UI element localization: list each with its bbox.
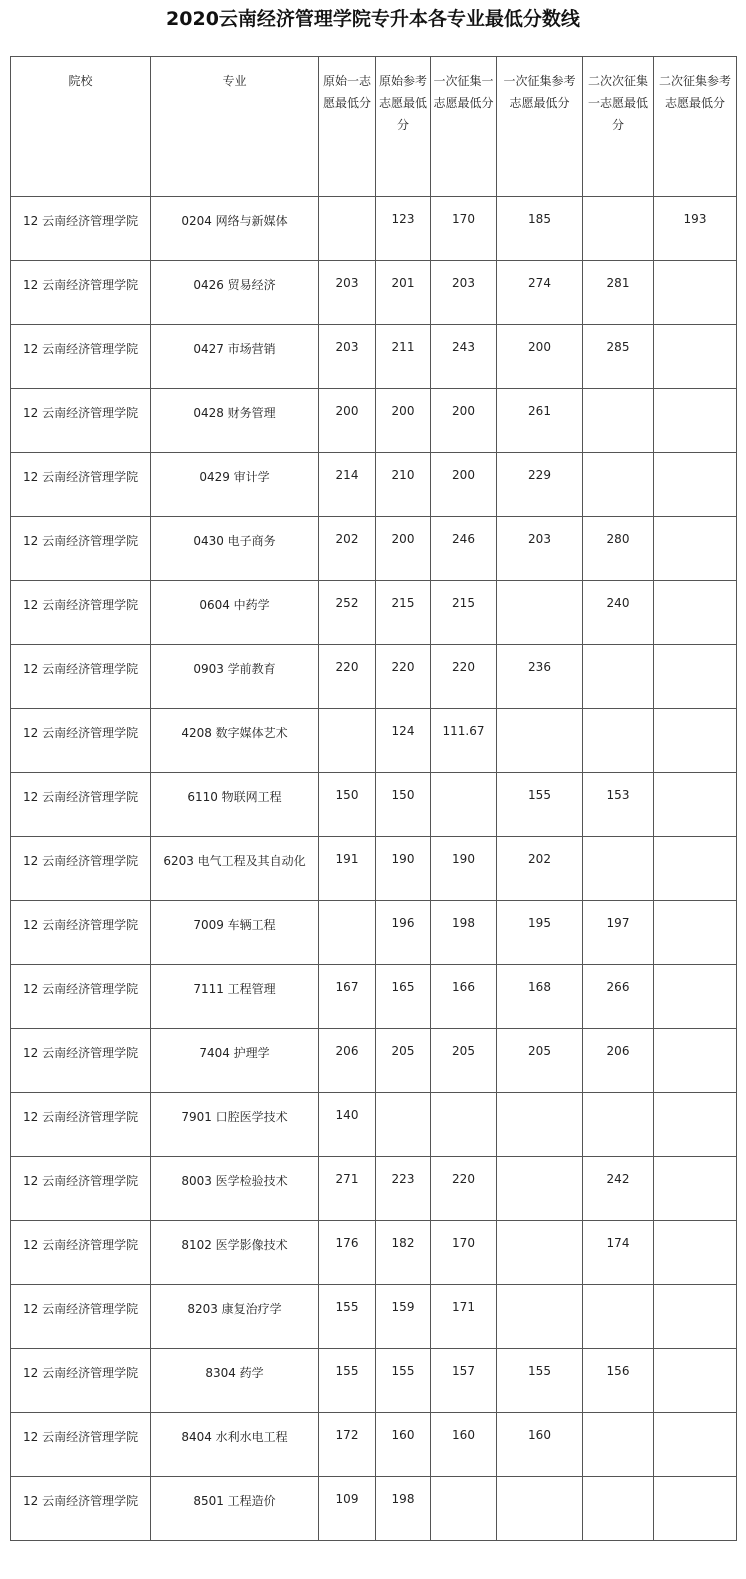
score-cell: 196 (376, 901, 431, 965)
score-cell: 155 (497, 773, 583, 837)
score-cell (583, 1477, 654, 1541)
header-line: 二次征集参考 (658, 74, 731, 88)
score-cell (583, 453, 654, 517)
header-first-call-reference (497, 57, 583, 197)
score-cell: 200 (431, 389, 497, 453)
score-cell: 220 (376, 645, 431, 709)
score-cell: 190 (431, 837, 497, 901)
score-cell: 155 (497, 1349, 583, 1413)
score-cell: 159 (376, 1285, 431, 1349)
score-cell: 123 (376, 197, 431, 261)
score-cell: 236 (497, 645, 583, 709)
score-cell (583, 197, 654, 261)
score-cell: 211 (376, 325, 431, 389)
score-cell: 171 (431, 1285, 497, 1349)
score-cell: 165 (376, 965, 431, 1029)
score-cell: 160 (376, 1413, 431, 1477)
score-cell: 242 (583, 1157, 654, 1221)
major-cell: 0903 学前教育 (151, 645, 319, 709)
school-cell: 12 云南经济管理学院 (11, 389, 151, 453)
score-cell: 223 (376, 1157, 431, 1221)
score-cell (654, 1285, 737, 1349)
score-cell (497, 1285, 583, 1349)
table-row (11, 1477, 737, 1541)
score-cell: 203 (497, 517, 583, 581)
score-cell: 200 (376, 517, 431, 581)
score-cell (654, 1029, 737, 1093)
score-cell (583, 389, 654, 453)
score-cell: 206 (319, 1029, 376, 1093)
score-cell: 210 (376, 453, 431, 517)
major-cell: 0428 财务管理 (151, 389, 319, 453)
major-cell: 8003 医学检验技术 (151, 1157, 319, 1221)
table-row (11, 1157, 737, 1221)
score-cell: 200 (497, 325, 583, 389)
school-cell: 12 云南经济管理学院 (11, 773, 151, 837)
score-cell (654, 1157, 737, 1221)
score-cell: 266 (583, 965, 654, 1029)
score-cell (583, 1285, 654, 1349)
score-cell (497, 1477, 583, 1541)
score-cell: 214 (319, 453, 376, 517)
score-cell (583, 1413, 654, 1477)
header-line: 志愿最低 (378, 96, 427, 110)
header-line: 院校 (68, 74, 93, 88)
score-cell: 155 (376, 1349, 431, 1413)
score-cell: 156 (583, 1349, 654, 1413)
score-cell (654, 1413, 737, 1477)
score-cell: 246 (431, 517, 497, 581)
header-second-call-reference (654, 57, 737, 197)
table-row (11, 453, 737, 517)
table-body (11, 197, 737, 1541)
table-row (11, 325, 737, 389)
header-line: 原始一志 (322, 74, 371, 88)
score-cell (654, 389, 737, 453)
score-cell: 167 (319, 965, 376, 1029)
score-cell (497, 1221, 583, 1285)
score-cell: 172 (319, 1413, 376, 1477)
score-cell (654, 901, 737, 965)
major-cell: 7009 车辆工程 (151, 901, 319, 965)
table-row (11, 1349, 737, 1413)
header-second-call-first-choice (583, 57, 654, 197)
score-cell: 220 (431, 1157, 497, 1221)
table-row (11, 389, 737, 453)
score-cell: 243 (431, 325, 497, 389)
header-row (11, 57, 737, 197)
header-line: 二次次征集 (587, 74, 648, 88)
major-cell: 8501 工程造价 (151, 1477, 319, 1541)
header-line: 专业 (222, 74, 247, 88)
score-cell (497, 581, 583, 645)
score-cell: 229 (497, 453, 583, 517)
score-cell: 252 (319, 581, 376, 645)
table-row (11, 1221, 737, 1285)
score-cell (654, 1221, 737, 1285)
major-cell: 8404 水利水电工程 (151, 1413, 319, 1477)
score-cell: 285 (583, 325, 654, 389)
score-cell: 203 (319, 261, 376, 325)
score-cell: 190 (376, 837, 431, 901)
school-cell: 12 云南经济管理学院 (11, 837, 151, 901)
score-cell: 280 (583, 517, 654, 581)
score-cell (654, 709, 737, 773)
score-cell (654, 1093, 737, 1157)
score-cell (654, 773, 737, 837)
school-cell: 12 云南经济管理学院 (11, 645, 151, 709)
score-cell: 191 (319, 837, 376, 901)
school-cell: 12 云南经济管理学院 (11, 709, 151, 773)
score-cell (431, 773, 497, 837)
table-row (11, 965, 737, 1029)
score-cell: 193 (654, 197, 737, 261)
score-cell: 240 (583, 581, 654, 645)
table-row (11, 901, 737, 965)
header-line: 志愿最低分 (433, 96, 494, 110)
score-cell: 205 (497, 1029, 583, 1093)
major-cell: 6110 物联网工程 (151, 773, 319, 837)
score-cell: 176 (319, 1221, 376, 1285)
table-row (11, 197, 737, 261)
score-cell (376, 1093, 431, 1157)
score-cell (497, 709, 583, 773)
major-cell: 6203 电气工程及其自动化 (151, 837, 319, 901)
school-cell: 12 云南经济管理学院 (11, 1477, 151, 1541)
score-cell (583, 645, 654, 709)
score-cell: 155 (319, 1285, 376, 1349)
score-cell: 206 (583, 1029, 654, 1093)
score-cell: 203 (431, 261, 497, 325)
table-row (11, 773, 737, 837)
score-cell (497, 1093, 583, 1157)
header-line: 分 (396, 118, 409, 132)
score-cell: 124 (376, 709, 431, 773)
score-cell (431, 1477, 497, 1541)
score-cell: 220 (319, 645, 376, 709)
table-row (11, 1029, 737, 1093)
score-cell: 153 (583, 773, 654, 837)
major-cell: 0430 电子商务 (151, 517, 319, 581)
school-cell: 12 云南经济管理学院 (11, 581, 151, 645)
header-major (151, 57, 319, 197)
score-cell (654, 261, 737, 325)
header-line: 分 (611, 118, 624, 132)
school-cell: 12 云南经济管理学院 (11, 1093, 151, 1157)
score-cell (654, 965, 737, 1029)
score-cell (654, 325, 737, 389)
score-cell: 271 (319, 1157, 376, 1221)
header-line: 原始参考 (378, 74, 427, 88)
score-cell: 215 (376, 581, 431, 645)
school-cell: 12 云南经济管理学院 (11, 1221, 151, 1285)
score-table (10, 56, 737, 1541)
score-cell: 215 (431, 581, 497, 645)
table-row (11, 581, 737, 645)
score-cell (431, 1093, 497, 1157)
score-cell: 197 (583, 901, 654, 965)
score-cell: 203 (319, 325, 376, 389)
score-cell: 170 (431, 1221, 497, 1285)
score-cell: 261 (497, 389, 583, 453)
table-header (11, 57, 737, 197)
score-cell: 200 (319, 389, 376, 453)
table-row (11, 1413, 737, 1477)
score-cell: 140 (319, 1093, 376, 1157)
major-cell: 8102 医学影像技术 (151, 1221, 319, 1285)
table-row (11, 837, 737, 901)
header-first-call-first-choice (431, 57, 497, 197)
major-cell: 8203 康复治疗学 (151, 1285, 319, 1349)
table-row (11, 261, 737, 325)
score-cell: 111.67 (431, 709, 497, 773)
header-line: 一次征集参考 (503, 74, 576, 88)
score-cell: 281 (583, 261, 654, 325)
score-cell: 182 (376, 1221, 431, 1285)
score-cell: 220 (431, 645, 497, 709)
score-cell: 174 (583, 1221, 654, 1285)
school-cell: 12 云南经济管理学院 (11, 453, 151, 517)
table-row (11, 645, 737, 709)
score-cell: 198 (376, 1477, 431, 1541)
table-row (11, 517, 737, 581)
score-cell (319, 197, 376, 261)
table-row (11, 709, 737, 773)
score-cell (654, 1349, 737, 1413)
school-cell: 12 云南经济管理学院 (11, 1157, 151, 1221)
header-line: 志愿最低分 (509, 96, 570, 110)
school-cell: 12 云南经济管理学院 (11, 261, 151, 325)
major-cell: 7901 口腔医学技术 (151, 1093, 319, 1157)
table-row (11, 1093, 737, 1157)
school-cell: 12 云南经济管理学院 (11, 197, 151, 261)
header-line: 愿最低分 (322, 96, 371, 110)
major-cell: 0204 网络与新媒体 (151, 197, 319, 261)
score-cell: 274 (497, 261, 583, 325)
score-cell (319, 709, 376, 773)
score-cell: 195 (497, 901, 583, 965)
header-line: 志愿最低分 (664, 96, 725, 110)
major-cell: 0604 中药学 (151, 581, 319, 645)
score-cell: 168 (497, 965, 583, 1029)
score-cell (654, 1477, 737, 1541)
major-cell: 4208 数字媒体艺术 (151, 709, 319, 773)
table-row (11, 1285, 737, 1349)
score-cell: 200 (376, 389, 431, 453)
school-cell: 12 云南经济管理学院 (11, 1285, 151, 1349)
score-cell (583, 1093, 654, 1157)
header-line: 一次征集一 (433, 74, 494, 88)
score-cell (583, 837, 654, 901)
major-cell: 7111 工程管理 (151, 965, 319, 1029)
school-cell: 12 云南经济管理学院 (11, 325, 151, 389)
header-line: 一志愿最低 (587, 96, 648, 110)
score-cell: 198 (431, 901, 497, 965)
header-school (11, 57, 151, 197)
score-cell: 205 (431, 1029, 497, 1093)
score-cell (583, 709, 654, 773)
page-title: 2020云南经济管理学院专升本各专业最低分数线 (166, 8, 580, 30)
score-cell (319, 901, 376, 965)
school-cell: 12 云南经济管理学院 (11, 965, 151, 1029)
score-cell: 205 (376, 1029, 431, 1093)
score-cell: 201 (376, 261, 431, 325)
score-cell (654, 837, 737, 901)
score-cell: 170 (431, 197, 497, 261)
score-cell (654, 581, 737, 645)
major-cell: 0426 贸易经济 (151, 261, 319, 325)
major-cell: 8304 药学 (151, 1349, 319, 1413)
score-cell: 160 (497, 1413, 583, 1477)
score-cell: 150 (319, 773, 376, 837)
score-cell (654, 645, 737, 709)
header-original-first-choice (319, 57, 376, 197)
major-cell: 0427 市场营销 (151, 325, 319, 389)
score-cell (654, 453, 737, 517)
score-cell: 150 (376, 773, 431, 837)
school-cell: 12 云南经济管理学院 (11, 1349, 151, 1413)
score-cell: 185 (497, 197, 583, 261)
school-cell: 12 云南经济管理学院 (11, 517, 151, 581)
score-cell: 202 (319, 517, 376, 581)
score-cell: 160 (431, 1413, 497, 1477)
major-cell: 0429 审计学 (151, 453, 319, 517)
school-cell: 12 云南经济管理学院 (11, 901, 151, 965)
major-cell: 7404 护理学 (151, 1029, 319, 1093)
score-cell (654, 517, 737, 581)
score-cell: 109 (319, 1477, 376, 1541)
score-cell: 157 (431, 1349, 497, 1413)
score-cell: 202 (497, 837, 583, 901)
score-cell (497, 1157, 583, 1221)
header-original-reference (376, 57, 431, 197)
score-cell: 155 (319, 1349, 376, 1413)
score-cell: 166 (431, 965, 497, 1029)
score-cell: 200 (431, 453, 497, 517)
school-cell: 12 云南经济管理学院 (11, 1413, 151, 1477)
school-cell: 12 云南经济管理学院 (11, 1029, 151, 1093)
